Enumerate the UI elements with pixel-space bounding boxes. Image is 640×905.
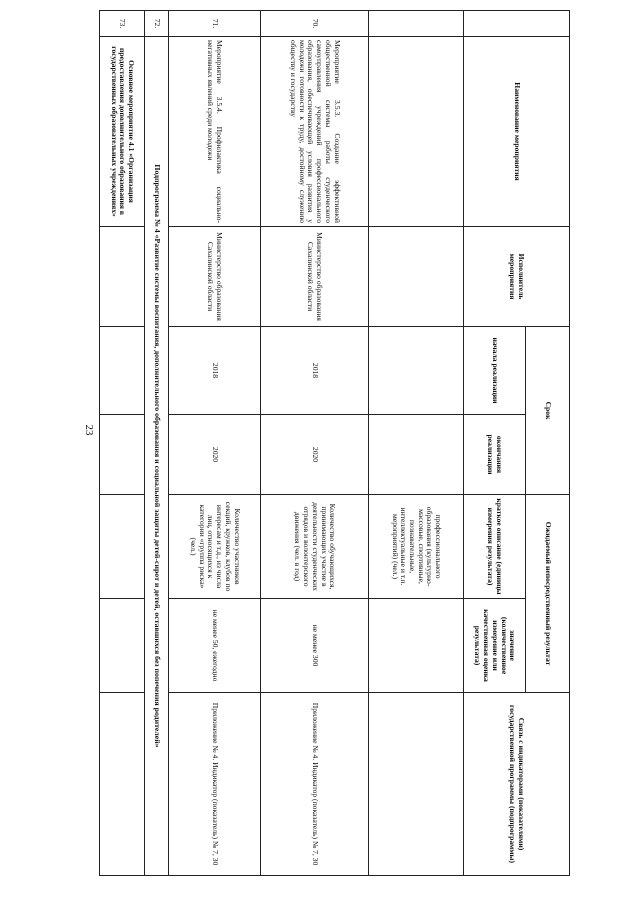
- header-executor: Исполнитель мероприятия: [464, 227, 570, 327]
- cell-start: [100, 327, 145, 415]
- header-brief: краткое описание (единицы измерения результата): [464, 495, 526, 599]
- rotated-table-area: [50, 10, 570, 875]
- cell-brief: Количество участников секций, кружков, клубов по интересам и т.д., из числа лиц, относящихся к категории «группа риска» (чел.): [169, 495, 261, 599]
- cell-num: 72.: [145, 11, 169, 37]
- cell-num: [369, 11, 464, 37]
- cell-num: 73.: [100, 11, 145, 37]
- cell-link: Приложение № 4. Индикатор (показатель) № 7, 30: [261, 693, 369, 876]
- cell-end: 2020: [169, 415, 261, 495]
- cell-start: 2018: [169, 327, 261, 415]
- table-row-72: [145, 11, 169, 876]
- cell-end: [369, 415, 464, 495]
- cell-num: 71.: [169, 11, 261, 37]
- header-row-1: [526, 11, 570, 876]
- table-row-73: [100, 11, 145, 876]
- cell-link: Приложение № 4. Индикатор (показатель) № 7, 30: [169, 693, 261, 876]
- cell-end: [100, 415, 145, 495]
- cell-link: [100, 693, 145, 876]
- cell-start: [369, 327, 464, 415]
- subprogram-title: Подпрограмма № 4 «Развитие системы воспитания, дополнительного образования и социальной защиты детей-сирот и детей, оставшихся без попечения родителей»: [145, 37, 169, 876]
- cell-start: 2018: [261, 327, 369, 415]
- cell-link: [369, 693, 464, 876]
- measures-table: [99, 10, 570, 876]
- cell-name: [369, 37, 464, 227]
- page-number: 23: [83, 424, 95, 436]
- cell-brief: Количество обучающихся, принимающих участие в деятельности студенческих отрядов и волонтерского движения (чел. в год): [261, 495, 369, 599]
- header-start: начала реализации: [464, 327, 526, 415]
- header-num: [464, 11, 570, 37]
- header-name: Наименование мероприятия: [464, 37, 570, 227]
- cell-brief: [100, 495, 145, 599]
- cell-executor: [369, 227, 464, 327]
- cell-brief: профессионального образования (культурно-массовые, спортивные, познавательные, интеллектуальные и т.п. мероприятий) (чел.): [369, 495, 464, 599]
- cell-value: не менее 300: [261, 599, 369, 693]
- header-link: Связь с индикаторами (показателями) государственной программы (подпрограммы): [464, 693, 570, 876]
- header-end: окончания реализации: [464, 415, 526, 495]
- cell-executor: [100, 227, 145, 327]
- cell-executor: Министерство образования Сахалинской области: [169, 227, 261, 327]
- cell-value: [100, 599, 145, 693]
- header-value: значение (количественное измерение или качественная оценка результата): [464, 599, 526, 693]
- cell-name: Основное мероприятие 4.1 «Организация предоставления дополнительного образования в государственных образовательных учреждениях»: [100, 37, 145, 227]
- cell-end: 2020: [261, 415, 369, 495]
- cell-name: Мероприятие 3.5.3. Создание эффективной общественной системы работы студенческого самоуправления учреждений профессионального образования, обеспечивающей условия развития у молодежи готовности к труду, достойному служению обществу и государству: [261, 37, 369, 227]
- header-term: Срок: [526, 327, 570, 495]
- table-row-71: [169, 11, 261, 876]
- table-row-continuation: [369, 11, 464, 876]
- cell-executor: Министерство образования Сахалинской области: [261, 227, 369, 327]
- header-expected: Ожидаемый непосредственный результат: [526, 495, 570, 693]
- cell-value: не менее 50, ежегодно: [169, 599, 261, 693]
- cell-num: 70.: [261, 11, 369, 37]
- cell-name: Мероприятие 3.5.4. Профилактика социально-негативных явлений среди молодежи: [169, 37, 261, 227]
- cell-value: [369, 599, 464, 693]
- table-row-70: [261, 11, 369, 876]
